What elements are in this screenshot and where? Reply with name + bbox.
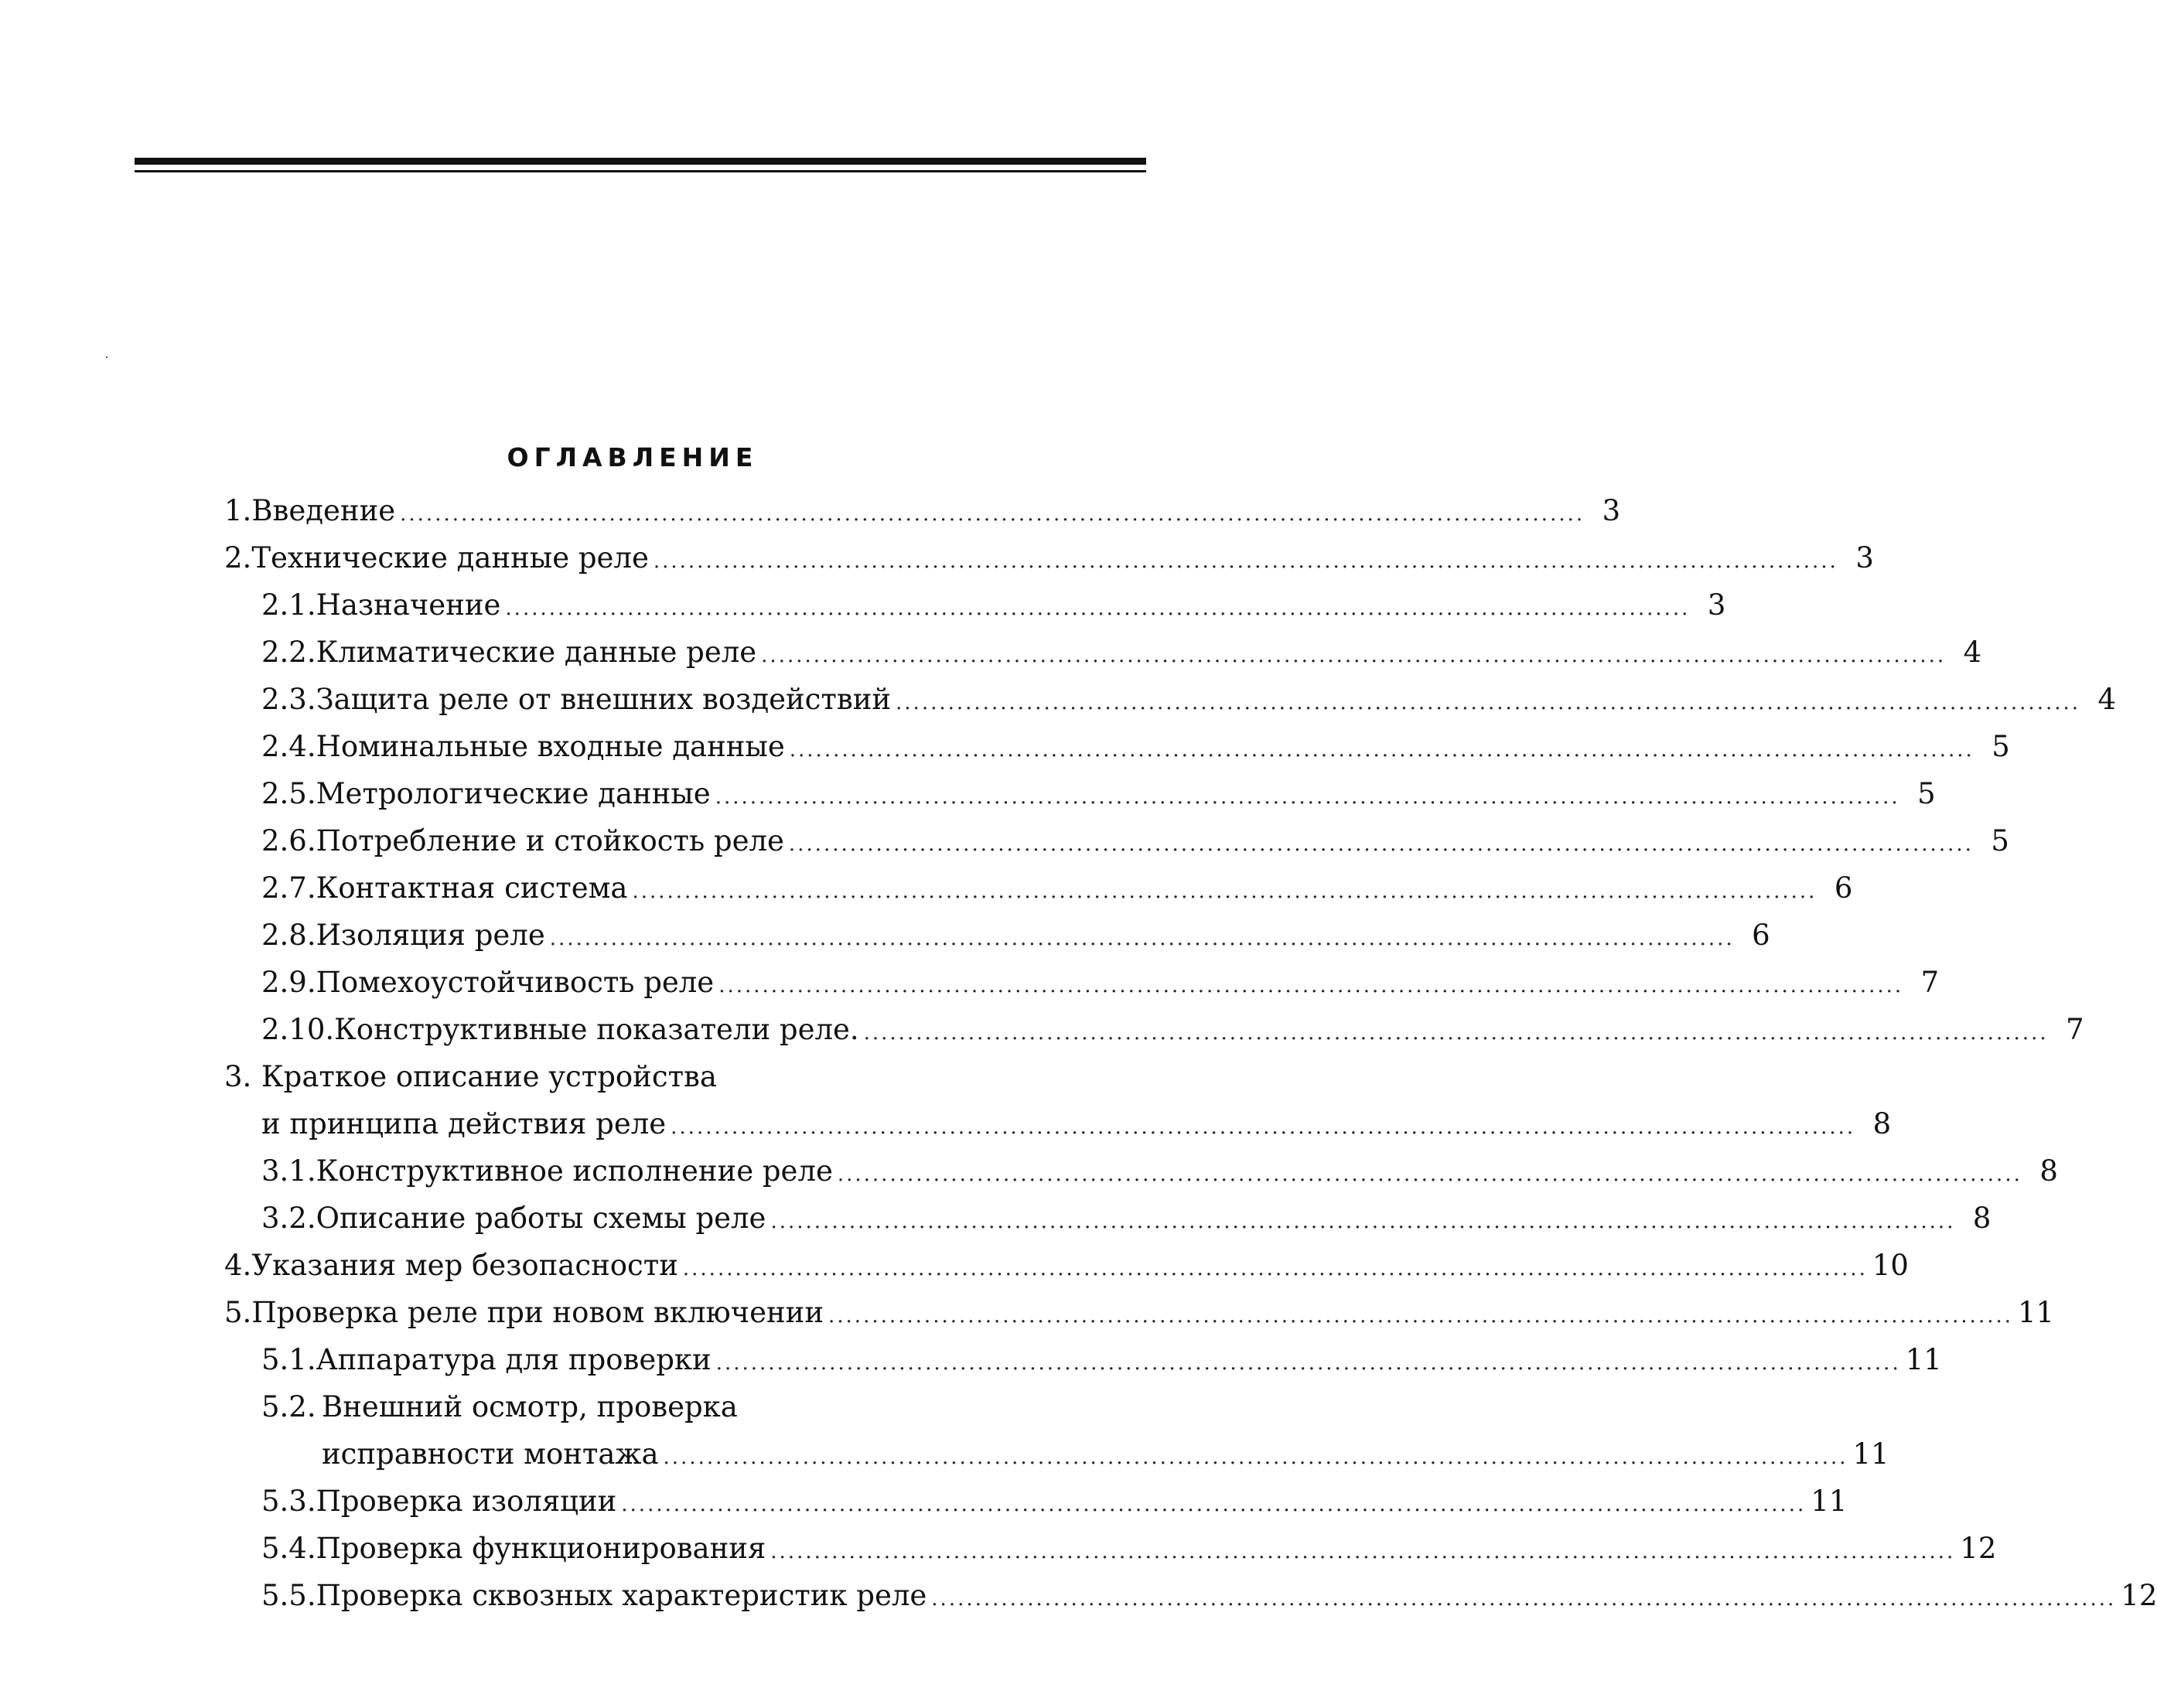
toc-entry[interactable] <box>224 723 2010 770</box>
leader-dots: ........................................................................................................................................ <box>653 550 1838 573</box>
leader-dots: ........................................................................................................................................ <box>896 691 2081 714</box>
toc-entry[interactable] <box>224 770 1936 817</box>
toc-entry-page: 7 <box>1920 966 1940 999</box>
toc-entry-title: Введение <box>251 494 396 527</box>
leader-dots: ........................................................................................................................................ <box>828 1304 2014 1328</box>
toc-entry-title: Внешний осмотр, проверка <box>322 1390 738 1423</box>
toc-entry-title: Технические данные реле <box>251 541 649 574</box>
toc-entry-number: 3.1. <box>261 1154 316 1188</box>
toc-entry-page: 3 <box>1855 541 1874 574</box>
toc-entry-number: 4. <box>224 1249 252 1282</box>
toc-entry-number: 2.10. <box>261 1013 335 1046</box>
toc-entry-page: 6 <box>1834 871 1853 905</box>
toc-entry[interactable] <box>224 1525 1997 1572</box>
toc-entry-page: 11 <box>1811 1485 1848 1518</box>
toc-entry-page: 12 <box>2121 1579 2157 1612</box>
toc-entry-number: 2.3. <box>261 683 316 716</box>
toc-entry-page: 6 <box>1752 919 1770 952</box>
toc-entry-title: Метрологические данные <box>316 777 711 810</box>
toc-entry-page: 11 <box>2018 1296 2055 1329</box>
toc-entry-number: 2.1. <box>261 588 316 622</box>
toc-entry-title: Контактная система <box>316 871 628 905</box>
toc-entry-title: Краткое описание устройства <box>261 1060 717 1093</box>
leader-dots: ........................................................................................................................................ <box>788 833 1974 856</box>
toc-entry[interactable] <box>224 1383 1889 1478</box>
table-of-contents <box>224 487 2157 1619</box>
toc-entry-title: Назначение <box>316 588 501 622</box>
toc-entry[interactable] <box>224 1242 1909 1289</box>
toc-entry-number: 5.3. <box>261 1485 316 1518</box>
toc-entry-page: 3 <box>1602 494 1621 527</box>
toc-entry-page: 5 <box>1917 777 1936 810</box>
toc-entry[interactable] <box>224 676 2117 723</box>
toc-entry-page: 4 <box>2097 683 2117 716</box>
leader-dots: ........................................................................................................................................ <box>505 597 1691 620</box>
toc-entry-number: 5. <box>224 1296 252 1329</box>
toc-entry-title: Аппаратура для проверки <box>316 1343 712 1376</box>
leader-dots: ........................................................................................................................................ <box>715 1352 1901 1375</box>
toc-entry-title: Проверка функционирования <box>316 1532 766 1565</box>
toc-entry-page: 3 <box>1707 588 1726 622</box>
toc-entry[interactable] <box>224 581 1726 629</box>
toc-entry-title: Климатические данные реле <box>316 636 757 669</box>
toc-entry-number: 2. <box>224 541 252 574</box>
toc-entry-title: Потребление и стойкость реле <box>316 824 784 857</box>
header-rule-thin <box>135 170 1146 172</box>
leader-dots: ........................................................................................................................................ <box>400 503 1585 526</box>
toc-entry[interactable] <box>224 912 1770 959</box>
toc-entry-number: 5.1. <box>261 1343 316 1376</box>
toc-entry-number: 2.4. <box>261 730 316 763</box>
toc-entry[interactable] <box>224 487 1621 534</box>
toc-entry-number: 2.9. <box>261 966 316 999</box>
toc-entry-number: 5.2. <box>261 1390 316 1423</box>
toc-entry-page: 12 <box>1960 1532 1997 1565</box>
leader-dots: ........................................................................................................................................ <box>837 1163 2022 1186</box>
toc-entry-number: 2.6. <box>261 824 316 857</box>
toc-entry[interactable] <box>224 629 1982 676</box>
toc-entry-title: Описание работы схемы реле <box>316 1202 766 1235</box>
toc-entry-title: Указания мер безопасности <box>251 1249 678 1282</box>
toc-entry-page: 11 <box>1852 1437 1889 1471</box>
leader-dots: ........................................................................................................................................ <box>718 974 1904 997</box>
toc-entry-page: 8 <box>1872 1107 1892 1140</box>
leader-dots: ........................................................................................................................................ <box>761 644 1947 667</box>
leader-dots: ........................................................................................................................................ <box>789 738 1974 762</box>
toc-entry[interactable] <box>224 1147 2058 1195</box>
toc-entry-page: 8 <box>2039 1154 2058 1188</box>
toc-entry-title-continued: и принципа действия реле <box>261 1107 667 1140</box>
toc-entry-page: 4 <box>1963 636 1982 669</box>
toc-entry-number: 1. <box>224 494 252 527</box>
toc-entry-title: Проверка реле при новом включении <box>251 1296 824 1329</box>
leader-dots: ........................................................................................................................................ <box>621 1493 1807 1516</box>
leader-dots: ........................................................................................................................................ <box>663 1446 1848 1469</box>
toc-entry[interactable] <box>224 1053 1892 1147</box>
toc-entry-page: 8 <box>1972 1202 1991 1235</box>
toc-title: ОГЛАВЛЕНИЕ <box>507 442 759 472</box>
leader-dots: ........................................................................................................................................ <box>549 927 1735 950</box>
toc-entry-title: Проверка сквозных характеристик реле <box>316 1579 927 1612</box>
toc-entry[interactable] <box>224 1572 2157 1619</box>
toc-entry-number: 2.8. <box>261 919 316 952</box>
toc-entry[interactable] <box>224 1289 2055 1336</box>
toc-entry-number: 3. <box>224 1060 252 1093</box>
leader-dots: ........................................................................................................................................ <box>632 880 1817 903</box>
toc-entry[interactable] <box>224 864 1853 912</box>
toc-entry-number: 2.7. <box>261 871 316 905</box>
leader-dots: ........................................................................................................................................ <box>931 1587 2117 1611</box>
toc-entry-title: Номинальные входные данные <box>316 730 785 763</box>
toc-entry-title: Изоляция реле <box>316 919 545 952</box>
toc-entry-page: 5 <box>1991 824 2009 857</box>
toc-entry-title: Защита реле от внешних воздействий <box>316 683 892 716</box>
leader-dots: ........................................................................................................................................ <box>715 786 1900 809</box>
toc-entry[interactable] <box>224 1006 2084 1053</box>
toc-entry-title: Проверка изоляции <box>316 1485 617 1518</box>
toc-entry[interactable] <box>224 817 2009 864</box>
header-rule-thick <box>135 158 1146 165</box>
toc-entry[interactable] <box>224 1336 1942 1383</box>
toc-entry-number: 3.2. <box>261 1202 316 1235</box>
toc-entry-number: 2.2. <box>261 636 316 669</box>
toc-entry-number: 5.5. <box>261 1579 316 1612</box>
toc-entry-number: 2.5. <box>261 777 316 810</box>
toc-entry[interactable] <box>224 959 1940 1006</box>
toc-entry-page: 11 <box>1905 1343 1942 1376</box>
toc-entry-title: Помехоустойчивость реле <box>316 966 715 999</box>
leader-dots: ........................................................................................................................................ <box>770 1210 1956 1233</box>
leader-dots: ........................................................................................................................................ <box>863 1021 2049 1045</box>
toc-entry[interactable] <box>224 1195 1991 1242</box>
leader-dots: ........................................................................................................................................ <box>671 1116 1856 1139</box>
toc-entry[interactable] <box>224 534 1874 581</box>
toc-entry-number: 5.4. <box>261 1532 316 1565</box>
leader-dots: ........................................................................................................................................ <box>682 1257 1868 1280</box>
toc-entry[interactable] <box>224 1478 1848 1525</box>
toc-entry-title-continued: исправности монтажа <box>322 1437 659 1471</box>
toc-entry-title: Конструктивное исполнение реле <box>316 1154 833 1188</box>
toc-entry-title: Конструктивные показатели реле. <box>334 1013 859 1046</box>
toc-entry-page: 7 <box>2066 1013 2084 1046</box>
leader-dots: ........................................................................................................................................ <box>770 1540 1956 1563</box>
toc-entry-page: 10 <box>1872 1249 1909 1282</box>
scan-speck <box>106 356 108 358</box>
toc-entry-page: 5 <box>1991 730 2010 763</box>
